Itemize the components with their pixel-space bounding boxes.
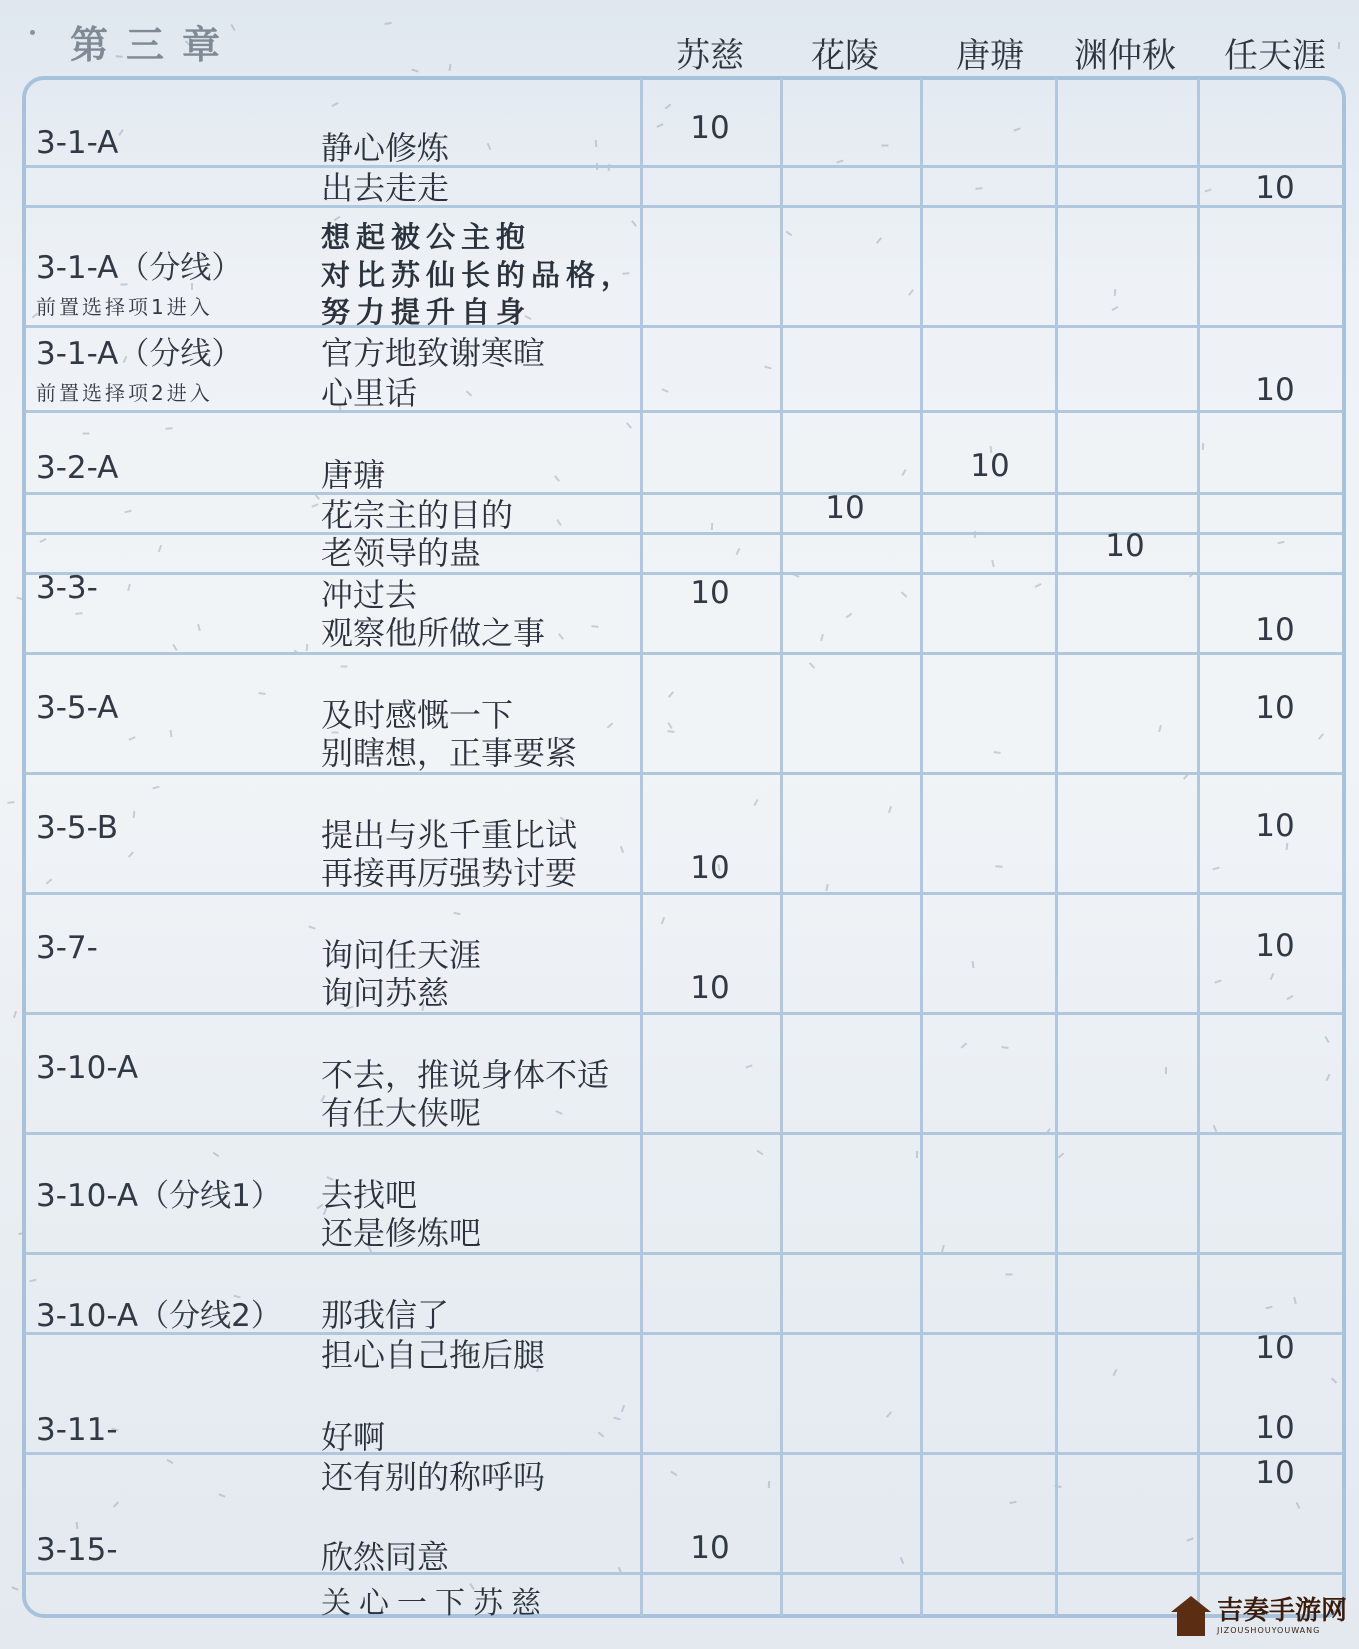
logo-name: 吉奏手游网 [1217, 1595, 1348, 1626]
choice-option: 心里话 [321, 374, 418, 412]
affection-value: 10 [1105, 528, 1145, 564]
choice-option: 去找吧 [321, 1176, 418, 1214]
choice-option: 出去走走 [321, 169, 450, 207]
site-logo [1171, 1591, 1351, 1641]
decor-dot [30, 30, 35, 35]
choice-option: 担心自己拖后腿 [321, 1336, 546, 1374]
paper-speck [13, 1011, 17, 1018]
step-code [36, 242, 242, 320]
choice-option: 努力提升自身 [321, 295, 532, 329]
row-divider [25, 1012, 1343, 1015]
affection-value: 10 [1255, 690, 1295, 726]
step-code [36, 1050, 138, 1086]
paper-speck [384, 22, 391, 25]
affection-value: 10 [1255, 1330, 1295, 1366]
row-divider [25, 572, 1343, 575]
column-header: 唐瑭 [956, 36, 1024, 76]
step-code [36, 1532, 118, 1568]
affection-value: 10 [690, 850, 730, 886]
choice-option: 有任大侠呢 [321, 1094, 482, 1132]
choice-option: 提出与兆千重比试 [321, 816, 578, 854]
choice-option: 还是修炼吧 [321, 1214, 482, 1252]
affection-value: 10 [1255, 808, 1295, 844]
choice-option: 观察他所做之事 [321, 614, 546, 652]
choice-option: 老领导的蛊 [321, 534, 482, 572]
choice-option: 关心一下苏慈 [321, 1586, 549, 1621]
choice-option: 不去，推说身体不适 [321, 1056, 610, 1094]
paper-speck [411, 68, 418, 72]
affection-value: 10 [1255, 928, 1295, 964]
column-divider [640, 78, 643, 1616]
choice-option: 还有别的称呼吗 [321, 1458, 546, 1496]
affection-value: 10 [690, 575, 730, 611]
step-code [36, 570, 98, 606]
step-code [36, 125, 118, 161]
step-code-note: 前置选择项2进入 [36, 381, 213, 405]
column-header: 任天涯 [1224, 36, 1326, 76]
choice-option: 想起被公主抱 [321, 220, 532, 254]
affection-value: 10 [970, 448, 1010, 484]
choice-option: 静心修炼 [321, 129, 450, 167]
step-code [36, 450, 118, 486]
logo-subtitle: JIZOUSHOUYOUWANG [1217, 1625, 1321, 1635]
paper-speck [1338, 42, 1340, 49]
choice-option: 别瞎想，正事要紧 [321, 734, 578, 772]
affection-value: 10 [1255, 170, 1295, 206]
step-code-label: 3-11- [36, 1412, 118, 1448]
step-code-label: 3-5-A [36, 690, 119, 726]
column-divider [920, 78, 923, 1616]
house-icon [1171, 1596, 1211, 1636]
choice-option: 唐瑭 [321, 456, 386, 494]
step-code-label: 3-15- [36, 1532, 118, 1568]
column-header: 渊仲秋 [1074, 36, 1176, 76]
affection-value: 10 [1255, 1455, 1295, 1491]
row-divider [25, 772, 1343, 775]
affection-value: 10 [1255, 372, 1295, 408]
step-code-label: 3-10-A [36, 1050, 139, 1086]
paper-speck [11, 1586, 18, 1590]
choice-option: 询问任天涯 [321, 936, 482, 974]
affection-value: 10 [690, 970, 730, 1006]
step-code [36, 1412, 118, 1448]
choice-option: 那我信了 [321, 1296, 450, 1334]
choice-option: 花宗主的目的 [321, 496, 514, 534]
column-divider [1197, 78, 1200, 1616]
row-divider [25, 492, 1343, 495]
choice-option: 好啊 [321, 1418, 386, 1456]
choice-option: 对比苏仙长的品格， [321, 258, 637, 292]
choice-option: 冲过去 [321, 576, 418, 614]
step-code-label: 3-1-A（分线） [36, 250, 243, 286]
paper-speck [7, 801, 14, 804]
row-divider [25, 1132, 1343, 1135]
column-divider [780, 78, 783, 1616]
step-code-label: 3-2-A [36, 450, 119, 486]
step-code-label: 3-3- [36, 570, 98, 606]
step-code-label: 3-7- [36, 930, 98, 966]
affection-value: 10 [1255, 1410, 1295, 1446]
column-header: 花陵 [811, 36, 879, 76]
affection-value: 10 [690, 1530, 730, 1566]
column-header: 苏慈 [676, 36, 744, 76]
affection-value: 10 [1255, 612, 1295, 648]
step-code [36, 1290, 282, 1335]
row-divider [25, 1452, 1343, 1455]
choice-option: 及时感慨一下 [321, 696, 514, 734]
choice-option: 官方地致谢寒暄 [321, 334, 546, 372]
row-divider [25, 1572, 1343, 1575]
choice-option: 欣然同意 [321, 1538, 450, 1576]
row-divider [25, 532, 1343, 535]
row-divider [25, 652, 1343, 655]
step-code [36, 1170, 282, 1215]
row-divider [25, 410, 1343, 413]
step-code-note: 前置选择项1进入 [36, 295, 213, 319]
row-divider [25, 892, 1343, 895]
row-divider [25, 165, 1343, 168]
choice-option: 询问苏慈 [321, 974, 450, 1012]
step-code-label: 3-1-A [36, 125, 119, 161]
step-code-label: 3-1-A（分线） [36, 336, 243, 372]
step-code [36, 930, 98, 966]
chapter-title: 第三章 [70, 22, 239, 67]
affection-value: 10 [690, 110, 730, 146]
step-code [36, 810, 118, 846]
paper-speck [448, 64, 451, 71]
step-code-label: 3-5-B [36, 810, 118, 846]
step-code [36, 690, 118, 726]
row-divider [25, 1252, 1343, 1255]
step-code-label: 3-10-A（分线1） [36, 1178, 282, 1214]
column-divider [1055, 78, 1058, 1616]
choice-option: 再接再厉强势讨要 [321, 854, 578, 892]
row-divider [25, 205, 1343, 208]
step-code-label: 3-10-A（分线2） [36, 1298, 282, 1334]
affection-value: 10 [825, 490, 865, 526]
step-code [36, 328, 242, 406]
